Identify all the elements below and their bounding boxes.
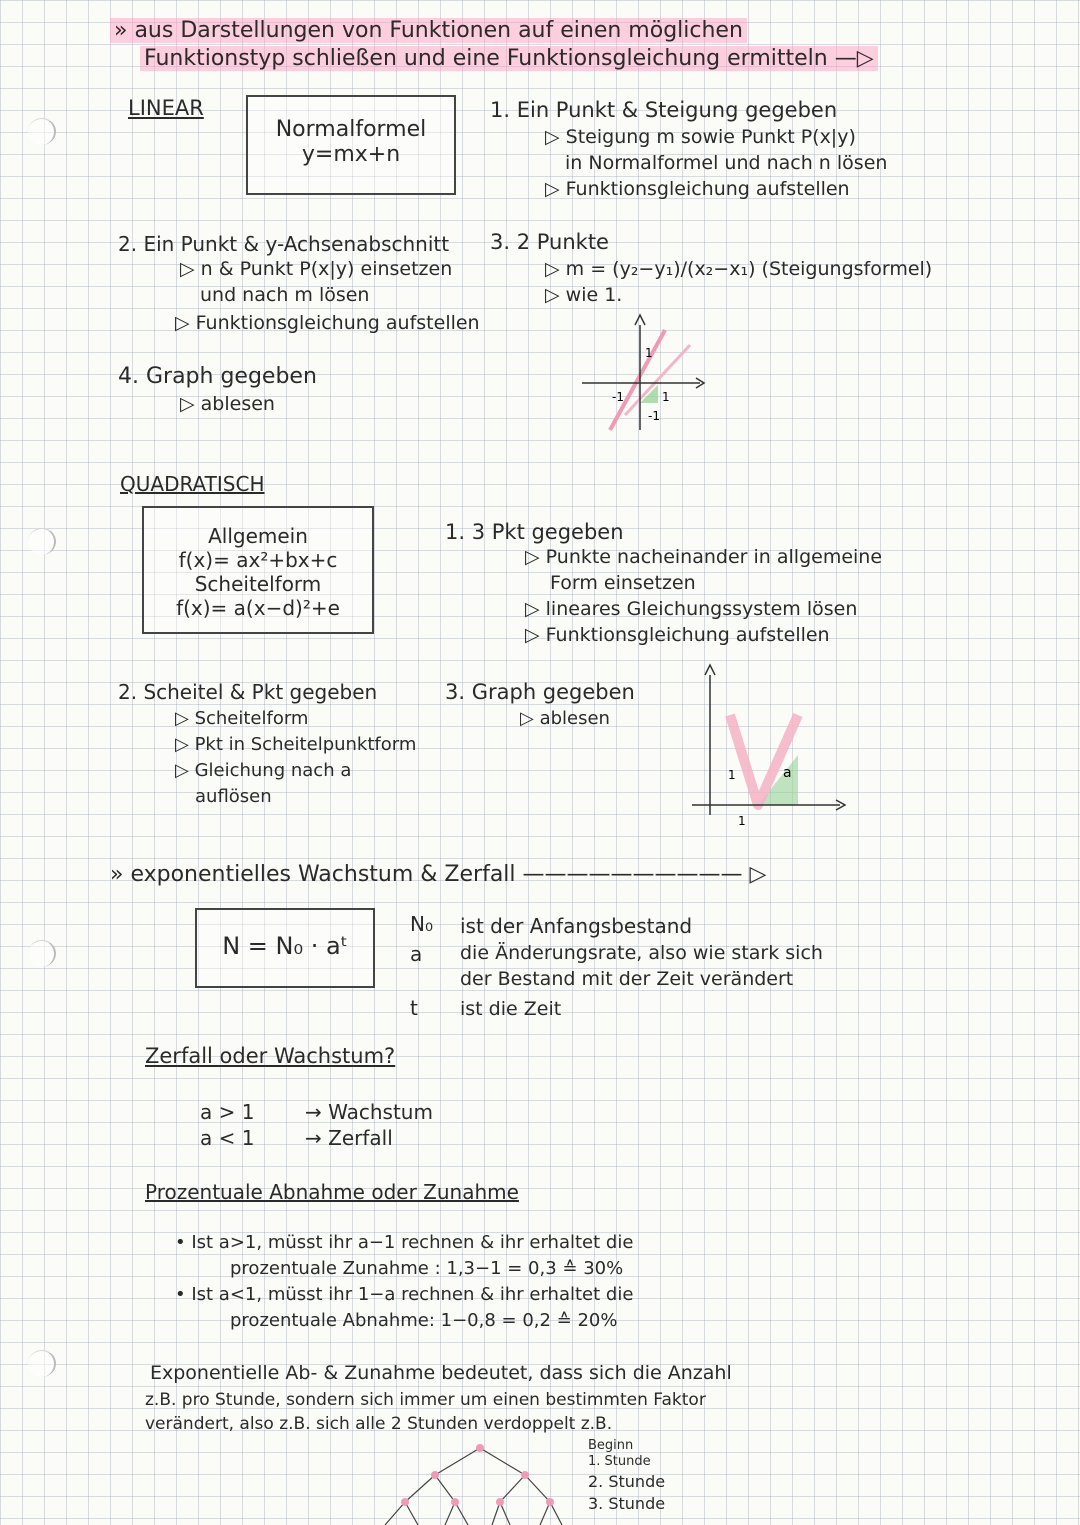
def-n0-text: ist der Anfangsbestand bbox=[460, 914, 693, 938]
quadratic-box-line-1: Allgemein bbox=[208, 524, 308, 548]
linear-method-2-line-2: und nach m lösen bbox=[200, 284, 370, 306]
def-n0-symbol: N₀ bbox=[410, 912, 433, 936]
exponential-heading: » exponentielles Wachstum & Zerfall —————————— ▷ bbox=[110, 862, 767, 887]
quadratic-method-1-line-1: ▷ Punkte nacheinander in allgemeine bbox=[525, 546, 883, 568]
def-t-text: ist die Zeit bbox=[460, 998, 562, 1020]
punch-hole bbox=[28, 118, 56, 145]
def-t-symbol: t bbox=[410, 996, 418, 1020]
condition-growth: a > 1 bbox=[200, 1100, 255, 1124]
percentage-heading: Prozentuale Abnahme oder Zunahme bbox=[145, 1180, 519, 1204]
linear-y-arrow bbox=[635, 315, 645, 325]
linear-method-2-line-1: ▷ n & Punkt P(x|y) einsetzen bbox=[180, 258, 453, 280]
punch-holes bbox=[0, 0, 60, 1525]
bullet-2-line-1: • Ist a<1, müsst ihr 1−a rechnen & ihr erhaltet die bbox=[175, 1284, 634, 1305]
tick-label-y1: 1 bbox=[645, 346, 653, 360]
linear-method-3-title: 3. 2 Punkte bbox=[490, 230, 609, 254]
quadratic-method-2-line-3: ▷ Gleichung nach a bbox=[175, 760, 352, 781]
def-a-text-2: der Bestand mit der Zeit verändert bbox=[460, 968, 794, 990]
quadratic-method-1-line-4: ▷ Funktionsgleichung aufstellen bbox=[525, 624, 830, 646]
tree-label-beginn: Beginn bbox=[588, 1438, 634, 1453]
condition-decay: a < 1 bbox=[200, 1126, 255, 1150]
explanation-line-3: verändert, also z.B. sich alle 2 Stunden verdoppelt z.B. bbox=[145, 1414, 613, 1434]
linear-method-3-line-2: ▷ wie 1. bbox=[545, 284, 623, 306]
quadratic-tick-y: 1 bbox=[728, 768, 736, 782]
def-a-symbol: a bbox=[410, 942, 423, 966]
linear-sketch-graph bbox=[570, 305, 730, 445]
bullet-1-line-1: • Ist a>1, müsst ihr a−1 rechnen & ihr erhaltet die bbox=[175, 1232, 634, 1253]
linear-method-3-line-1: ▷ m = (y₂−y₁)/(x₂−x₁) (Steigungsformel) bbox=[545, 258, 933, 280]
quadratic-method-3-title: 3. Graph gegeben bbox=[445, 680, 635, 704]
quadratic-method-1-line-3: ▷ lineares Gleichungssystem lösen bbox=[525, 598, 858, 620]
explanation-line-2: z.B. pro Stunde, sondern sich immer um einen bestimmten Faktor bbox=[145, 1390, 706, 1410]
quadratic-sketch-graph bbox=[680, 655, 870, 830]
punch-hole bbox=[28, 528, 56, 555]
quadratic-method-1-line-2: Form einsetzen bbox=[550, 572, 696, 594]
tick-label-x1: 1 bbox=[662, 390, 670, 404]
linear-method-2-line-3: ▷ Funktionsgleichung aufstellen bbox=[175, 312, 480, 334]
result-growth: → Wachstum bbox=[305, 1100, 433, 1124]
linear-method-1-title: 1. Ein Punkt & Steigung gegeben bbox=[490, 98, 838, 122]
tick-label-yneg: -1 bbox=[648, 409, 660, 423]
linear-box-line-1: Normalformel bbox=[275, 117, 427, 142]
quadratic-box-line-4: f(x)= a(x−d)²+e bbox=[176, 596, 340, 620]
result-decay: → Zerfall bbox=[305, 1126, 393, 1150]
quadratic-box-line-3: Scheitelform bbox=[194, 572, 322, 596]
quadratic-method-3-line-1: ▷ ablesen bbox=[520, 708, 610, 729]
linear-heading: LINEAR bbox=[128, 96, 204, 120]
quadratic-method-1-title: 1. 3 Pkt gegeben bbox=[445, 520, 624, 544]
page-title-line-1: » aus Darstellungen von Funktionen auf einen möglichen bbox=[110, 18, 747, 43]
linear-sketch-line-light bbox=[625, 345, 690, 415]
quadratic-label-a: a bbox=[783, 765, 792, 781]
doubling-tree-sketch bbox=[330, 1440, 590, 1525]
page-title-line-2: Funktionstyp schließen und eine Funktionsgleichung ermitteln —▷ bbox=[140, 46, 878, 71]
bullet-2-line-2: prozentuale Abnahme: 1−0,8 = 0,2 ≙ 20% bbox=[230, 1310, 618, 1331]
bullet-1-line-2: prozentuale Zunahme : 1,3−1 = 0,3 ≙ 30% bbox=[230, 1258, 624, 1279]
def-a-text-1: die Änderungsrate, also wie stark sich bbox=[460, 942, 823, 964]
quadratic-tick-x: 1 bbox=[738, 814, 746, 828]
exponential-formula-box bbox=[195, 908, 375, 988]
tree-label-stunde-1: 1. Stunde bbox=[588, 1454, 651, 1469]
linear-method-1-line-2: in Normalformel und nach n lösen bbox=[565, 152, 888, 174]
linear-method-2-title: 2. Ein Punkt & y-Achsenabschnitt bbox=[118, 232, 450, 256]
punch-hole bbox=[28, 940, 56, 967]
tree-label-stunde-2: 2. Stunde bbox=[588, 1472, 666, 1491]
quadratic-method-2-line-4: auflösen bbox=[195, 786, 272, 807]
quadratic-formula-box bbox=[142, 506, 374, 634]
linear-method-1-line-3: ▷ Funktionsgleichung aufstellen bbox=[545, 178, 850, 200]
quadratic-y-arrow bbox=[705, 665, 715, 675]
quadratic-box-line-2: f(x)= ax²+bx+c bbox=[178, 548, 338, 572]
explanation-line-1: Exponentielle Ab- & Zunahme bedeutet, dass sich die Anzahl bbox=[150, 1362, 732, 1384]
decay-or-growth-question: Zerfall oder Wachstum? bbox=[145, 1044, 396, 1068]
punch-hole bbox=[28, 1350, 56, 1377]
linear-method-4-line-1: ▷ ablesen bbox=[180, 393, 275, 415]
linear-method-4-title: 4. Graph gegeben bbox=[118, 364, 317, 389]
exponential-formula: N = N₀ · aᵗ bbox=[222, 932, 348, 960]
linear-formula-box bbox=[246, 95, 456, 195]
quadratic-heading: QUADRATISCH bbox=[120, 472, 265, 496]
tick-label-xneg: -1 bbox=[612, 390, 624, 404]
linear-method-1-line-1: ▷ Steigung m sowie Punkt P(x|y) bbox=[545, 126, 856, 148]
linear-box-line-2: y=mx+n bbox=[301, 142, 401, 167]
quadratic-method-2-title: 2. Scheitel & Pkt gegeben bbox=[118, 680, 378, 704]
tree-label-stunde-3: 3. Stunde bbox=[588, 1494, 666, 1513]
quadratic-method-2-line-1: ▷ Scheitelform bbox=[175, 708, 309, 729]
quadratic-method-2-line-2: ▷ Pkt in Scheitelpunktform bbox=[175, 734, 417, 755]
